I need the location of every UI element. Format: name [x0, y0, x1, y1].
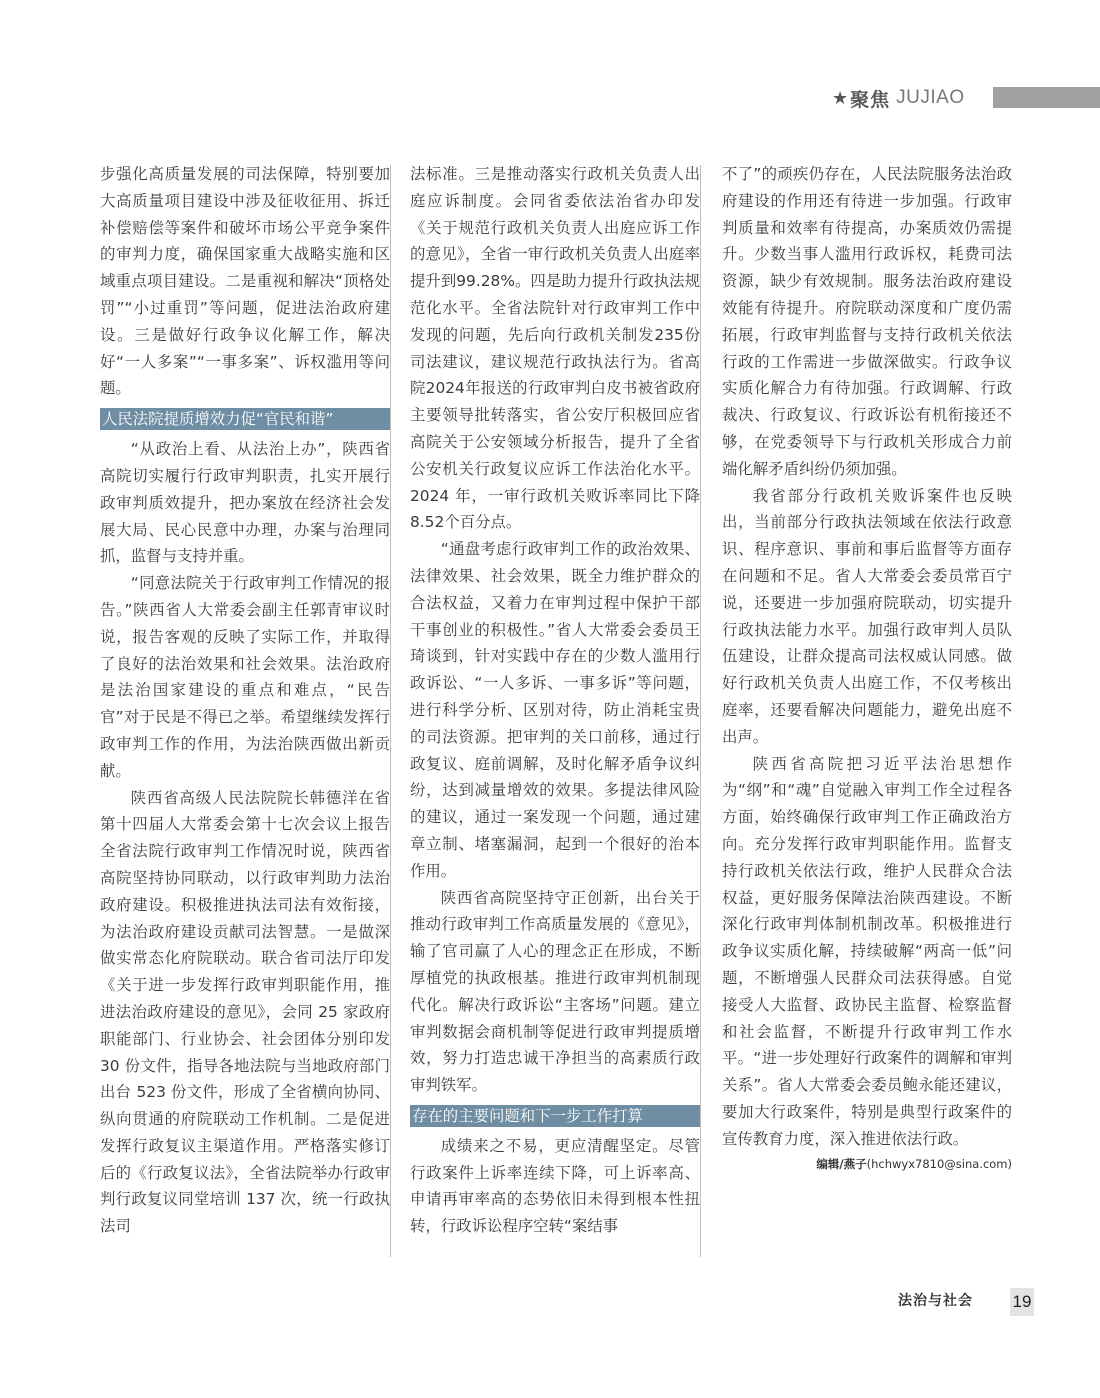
section-name-zh: 聚焦 [850, 88, 891, 111]
header-bar [993, 87, 1100, 108]
column-divider [390, 165, 391, 1257]
paragraph: 成绩来之不易，更应清醒坚定。尽管行政案件上诉率连续下降，可上诉率高、申请再审率高的态势依旧未得到根本性扭转，行政诉讼程序空转“案结事 [410, 1136, 700, 1236]
paragraph: 陕西省高院把习近平法治思想作为“纲”和“魂”自觉融入审判工作全过程各方面，始终确保行政审判工作正确政治方向。充分发挥行政审判职能作用。监督支持行政机关依法行政，维护人民群众合法权益，更好服务保障法治陕西建设。不断深化行政审判体制机制改革。积极推进行政争议实质化解，持续破解“两高一低”问题，不断增强人民群众司法获得感。自觉接受人大监督、政协民主监督、检察监督和社会监督，不断提升行政审判工作水平。“进一步处理好行政案件的调解和审判关系”。省人大常委会委员鲍永能还建议，要加大行政案件，特别是典型行政案件的宣传教育力度，深入推进依法行政。 [722, 754, 1012, 1148]
star-icon: ★ [832, 87, 849, 109]
paragraph: “同意法院关于行政审判工作情况的报告。”陕西省人大常委会副主任郭青审议时说，报告客观的反映了实际工作，并取得了良好的法治效果和社会效果。法治政府是法治国家建设的重点和难点，“民告官”对于民是不得已之举。希望继续发挥行政审判工作的作用，为法治陕西做出新贡献。 [100, 574, 390, 780]
paragraph: 陕西省高级人民法院院长韩德洋在省第十四届人大常委会第十七次会议上报告全省法院行政审判工作情况时说，陕西省高院坚持协同联动，以行政审判助力法治政府建设。积极推进执法司法有效衔接，为法治政府建设贡献司法智慧。一是做深做实常态化府院联动。联合省司法厅印发《关于进一步发挥行政审判职能作用，推进法治政府建设的意见》，会同 25 家政府职能部门、行业协会、社会团体分别印发 30 份文件，指导各地法院与当地政府部门出台 523 份文件，形成了全省横向协同、纵向贯通的府院联动工作机制。二是促进发挥行政复议主渠道作用。严格落实修订后的《行政复议法》，全省法院举办行政审判行政复议同堂培训 137 次，统一行政执法司 [100, 788, 390, 1236]
paragraph: “从政治上看、从法治上办”，陕西省高院切实履行行政审判职责，扎实开展行政审判质效提升，把办案放在经济社会发展大局、民心民意中办理，办案与治理同抓，监督与支持并重。 [100, 440, 390, 566]
editor-label: 编辑/燕子 [816, 1157, 867, 1172]
section-heading: 人民法院提质增效力促“官民和谐” [100, 408, 390, 430]
article-column-2 [410, 161, 700, 1240]
section-heading: 存在的主要问题和下一步工作打算 [410, 1105, 700, 1127]
article-column-1 [100, 161, 390, 1240]
paragraph: 我省部分行政机关败诉案件也反映出，当前部分行政执法领域在依法行政意识、程序意识、事前和事后监督等方面存在问题和不足。省人大常委会委员常百宁说，还要进一步加强府院联动，切实提升行政执法能力水平。加强行政审判人员队伍建设，让群众提高司法权威认同感。做好行政机关负责人出庭工作，不仅考核出庭率，还要看解决问题能力，避免出庭不出声。 [722, 486, 1012, 746]
page-number: 19 [1010, 1288, 1034, 1316]
section-header [832, 86, 965, 110]
editor-credit [722, 1154, 1012, 1174]
paragraph: 陕西省高院坚持守正创新，出台关于推动行政审判工作高质量发展的《意见》，输了官司赢了人心的理念正在形成，不断厚植党的执政根基。推进行政审判机制现代化。解决行政诉讼“主客场”问题。建立审判数据会商机制等促进行政审判提质增效，努力打造忠诚干净担当的高素质行政审判铁军。 [410, 888, 700, 1095]
column-divider [700, 165, 701, 1257]
paragraph: 不了”的顽疾仍存在，人民法院服务法治政府建设的作用还有待进一步加强。行政审判质量和效率有待提高，办案质效仍需提升。少数当事人滥用行政诉权，耗费司法资源，缺少有效规制。服务法治政府建设效能有待提升。府院联动深度和广度仍需拓展，行政审判监督与支持行政机关依法行政的工作需进一步做深做实。行政争议实质化解合力有待加强。行政调解、行政裁决、行政复议、行政诉讼有机衔接还不够，在党委领导下与行政机关形成合力前端化解矛盾纠纷仍须加强。 [722, 165, 1012, 478]
magazine-title: 法治与社会 [898, 1293, 973, 1309]
editor-email: (hchwyx7810@sina.com) [866, 1157, 1012, 1172]
article-column-3 [722, 161, 1012, 1174]
paragraph: “通盘考虑行政审判工作的政治效果、法律效果、社会效果，既全力维护群众的合法权益，又着力在审判过程中保护干部干事创业的积极性。”省人大常委会委员王琦谈到，针对实践中存在的少数人滥用行政诉讼、“一人多诉、一事多诉”等问题，进行科学分析、区别对待，防止消耗宝贵的司法资源。把审判的关口前移，通过行政复议、庭前调解，及时化解矛盾争议纠纷，达到减量增效的效果。多提法律风险的建议，通过一案发现一个问题，通过建章立制、堵塞漏洞，起到一个很好的治本作用。 [410, 540, 700, 880]
paragraph: 法标准。三是推动落实行政机关负责人出庭应诉制度。会同省委依法治省办印发《关于规范行政机关负责人出庭应诉工作的意见》，全省一审行政机关负责人出庭率提升到99.28%。四是助力提升行政执法规范化水平。全省法院针对行政审判工作中发现的问题，先后向行政机关制发235份司法建议，建议规范行政执法行为。省高院2024年报送的行政审判白皮书被省政府主要领导批转落实，省公安厅积极回应省高院关于公安领域分析报告，提升了全省公安机关行政复议应诉工作法治化水平。2024 年，一审行政机关败诉率同比下降8.52个百分点。 [410, 165, 700, 532]
section-name-en: JUJIAO [896, 87, 965, 108]
paragraph: 步强化高质量发展的司法保障，特别要加大高质量项目建设中涉及征收征用、拆迁补偿赔偿等案件和破坏市场公平竞争案件的审判力度，确保国家重大战略实施和区域重点项目建设。二是重视和解决“顶格处罚”“小过重罚”等问题，促进法治政府建设。三是做好行政争议化解工作，解决好“一人多案”“一事多案”、诉权滥用等问题。 [100, 165, 390, 398]
